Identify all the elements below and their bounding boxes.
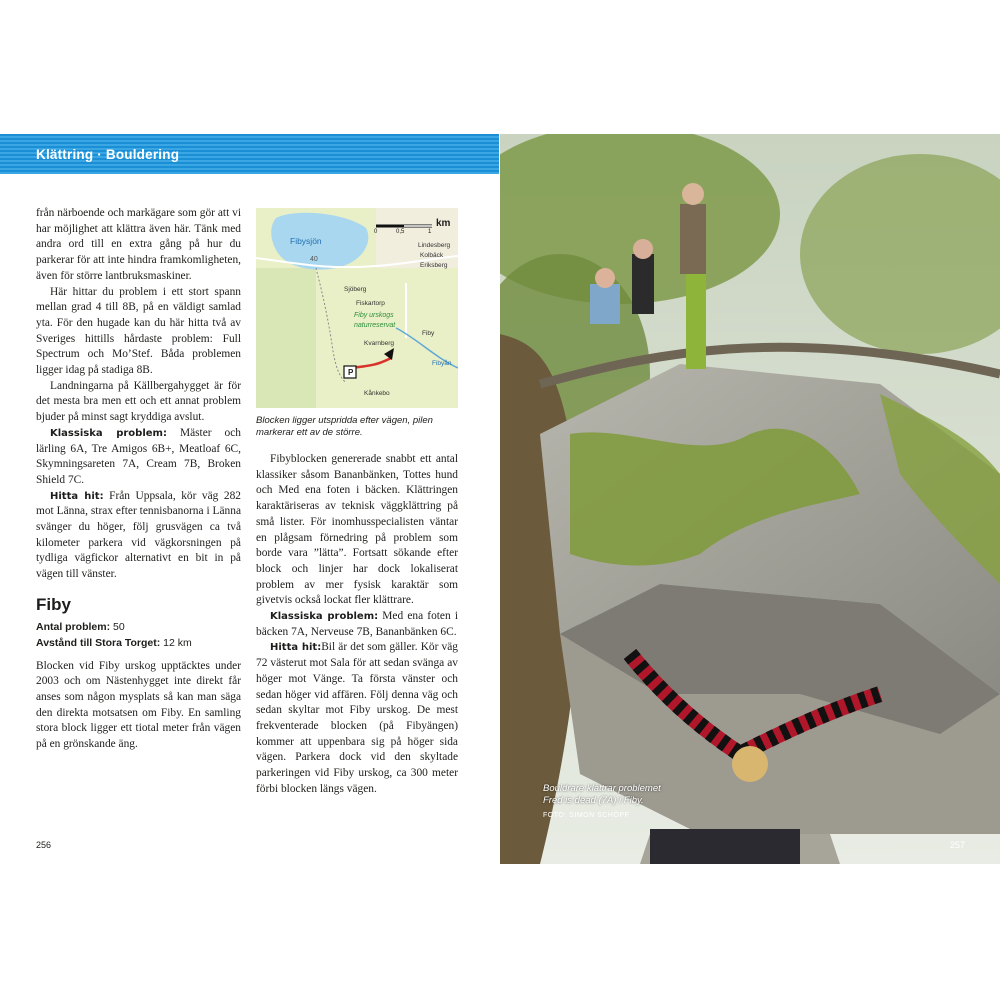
section-title: Fiby xyxy=(36,594,71,614)
directions xyxy=(36,489,241,583)
photo-credit: FOTO: SIMON SCHÖPF xyxy=(543,812,630,819)
place-label: Eriksberg xyxy=(420,262,448,269)
photo-graphic xyxy=(500,134,1000,864)
map-graphic xyxy=(256,208,458,408)
paragraph: Blocken vid Fiby urskog upptäcktes under 2003 och om Nästenhygget inte direkt får anses som någon mysplats så kan man säga den direkta motsatsen om Fiby. En samling stora block ligger ett tiotal meter från vägen på en grönskande äng. xyxy=(36,659,241,751)
reserve-label-line2: naturreservat xyxy=(354,322,396,329)
scale-half: 0,5 xyxy=(396,229,405,235)
parking-label: P xyxy=(348,368,354,377)
distance-label: Avstånd till Stora Torget: xyxy=(36,636,161,649)
place-label: Fiby xyxy=(422,330,435,337)
page-number-left: 256 xyxy=(36,840,52,850)
reserve-label-line1: Fiby urskogs xyxy=(354,312,394,319)
distance-value: 12 km xyxy=(160,636,192,649)
left-page xyxy=(0,134,500,864)
place-label: Kånkebo xyxy=(364,390,390,397)
climbing-photo xyxy=(500,134,1000,864)
place-label: Fiskartorp xyxy=(356,300,385,307)
paragraph: från närboende och markägare som gör att vi har möjlighet att klättra även här. Tänk med andra ord till en extra gång på hur du parkerar för att inte hindra framkomligheten, även för större lantbruksmaskiner. xyxy=(36,207,241,282)
directions-text: Bil är det som gäller. Kör väg 72 västerut mot Sala för att sedan svänga av höger mot Vänge. Ta första vänster och sedan höger vid affären. Följ denna väg och sedan skyltar mot Fiby urskog. De mest frekventerade blocken (på Fibyängen) kommer att uppenbara sig på höger sida vägen. Parkera dock vid den skyltade parkeringen vid Fiby urskog, ca 300 meter förbi blocken längs vägen. xyxy=(256,641,458,795)
classic-problems-text: Mäster och lärling 6A, Tre Amigos 6B+, Meatloaf 6C, Skymningsareten 7A, Cream 7B, Broken Shield 7C. xyxy=(36,426,241,486)
road-number: 40 xyxy=(310,256,318,263)
place-label: Sjöberg xyxy=(344,286,367,293)
lake-name: Fibysjön xyxy=(290,236,322,246)
chapter-header-bar xyxy=(0,134,499,174)
paragraph: Här hittar du problem i ett stort spann mellan grad 4 till 8B, på en väldigt samlad yta. För den hugade kan du här hitta två av Sveriges hittills hårdaste problem: Full Spectrum och Mo’Stef. Båda problemen ligger idag på stadiga 8B. xyxy=(36,285,241,377)
photo-caption xyxy=(543,783,723,807)
classic-problems xyxy=(36,426,241,489)
right-text-column xyxy=(256,452,458,797)
directions-label: Hitta hit: xyxy=(50,490,104,502)
directions-label: Hitta hit: xyxy=(270,642,322,654)
paragraph: Landningarna på Källbergahygget är för det mesta bra men ett och ett annat problem bjuder på minst sagt kryddiga avslut. xyxy=(36,379,241,424)
map-caption: Blocken ligger utspridda efter vägen, pilen markerar ett av de större. xyxy=(256,415,433,438)
place-label: Lindesberg xyxy=(418,242,451,249)
paragraph: Fibyblocken genererade snabbt ett antal klassiker såsom Bananbänken, Tottes hund och Med ena foten i bäcken. Klättringen karaktäriseras av teknisk väggklättring på små lister. För inomhusspecialisten väntar en plågsam förnedring på problem som borde vara ”lätta”. Fortsatt sökande efter block och linjer har dock lokaliserat problem av mer fysisk karaktär som givetvis också lockat fler klättrare. xyxy=(256,453,458,607)
place-label: Kolbäck xyxy=(420,252,444,259)
problem-count-value: 50 xyxy=(110,620,125,633)
classic-problems-text: Med ena foten i bäcken 7A, Nerveuse 7B, Bananbänken 6C. xyxy=(256,610,458,638)
area-map xyxy=(256,208,458,408)
river-label: Fibyån xyxy=(432,360,452,367)
directions xyxy=(256,640,458,797)
photo-caption-line2: Fred is dead (7A) i Fiby. xyxy=(543,795,644,806)
place-label: Kvarnberg xyxy=(364,340,394,347)
area-meta xyxy=(36,619,241,651)
photo-caption-line1: Bouldrare klättrar problemet xyxy=(543,783,661,794)
classic-problems-label: Klassiska problem: xyxy=(50,427,167,439)
scale-zero: 0 xyxy=(374,229,378,235)
classic-problems-label: Klassiska problem: xyxy=(270,611,379,623)
chapter-title: Klättring · Bouldering xyxy=(36,147,180,162)
classic-problems xyxy=(256,609,458,640)
scale-unit: km xyxy=(436,218,451,229)
page-number-right: 257 xyxy=(950,840,966,850)
problem-count-label: Antal problem: xyxy=(36,620,111,633)
left-text-column xyxy=(36,206,241,753)
scale-one: 1 xyxy=(428,229,432,235)
directions-text: Från Uppsala, kör väg 282 mot Länna, strax efter tennisbanorna i Länna svänger du höger, följ grusvägen ca två kilometer parkera vid vägkorsningen på tydliga vägfickor alternativt en bit in på vägen till vänster. xyxy=(36,489,241,581)
